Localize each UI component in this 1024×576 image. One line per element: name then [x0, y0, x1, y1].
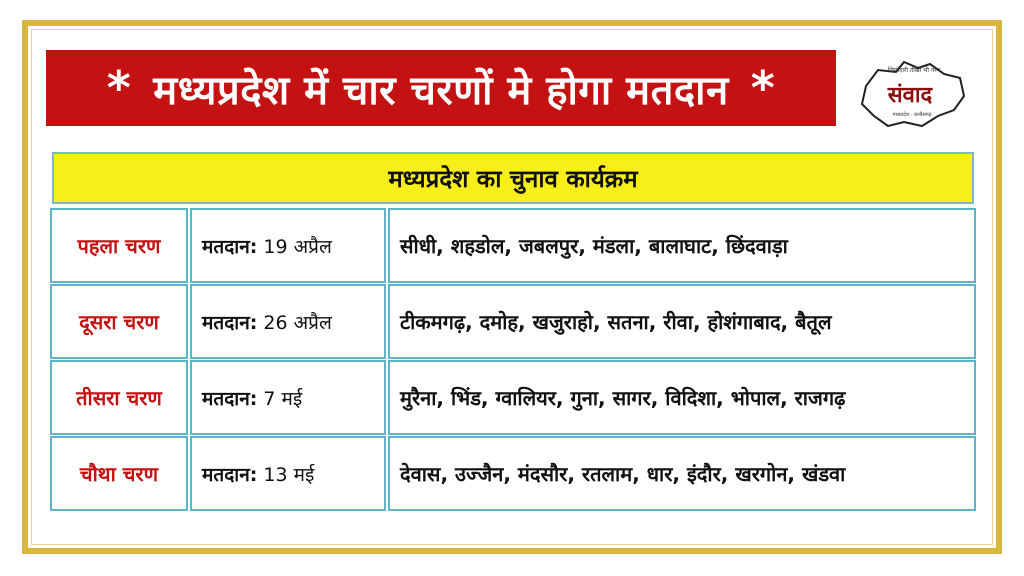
poll-date-value: 26 अप्रैल: [263, 311, 332, 334]
poll-date: [190, 436, 386, 511]
poll-date-value: 13 मई: [263, 463, 315, 486]
mp-map-logo-icon: [852, 56, 972, 132]
logo-text: संवाद: [887, 83, 933, 108]
poll-date: [190, 208, 386, 283]
poll-date-value: 19 अप्रैल: [263, 235, 332, 258]
constituency-list: टीकमगढ़, दमोह, खजुराहो, सतना, रीवा, होशंगाबाद, बैतूल: [388, 284, 976, 359]
logo-tagline-top: जिम्मेदारी तीखी भी नरम: [887, 67, 941, 74]
constituency-list: देवास, उज्जैन, मंदसौर, रतलाम, धार, इंदौर, खरगोन, खंडवा: [388, 436, 976, 511]
star-left: *: [106, 61, 132, 115]
table-row: [50, 436, 976, 511]
constituency-list: मुरैना, भिंड, ग्वालियर, गुना, सागर, विदिशा, भोपाल, राजगढ़: [388, 360, 976, 435]
page-title: मध्यप्रदेश में चार चरणों मे होगा मतदान: [153, 67, 729, 114]
phase-label: तीसरा चरण: [50, 360, 188, 435]
schedule-table: [50, 208, 976, 512]
title-banner: [46, 50, 836, 126]
table-row: [50, 284, 976, 359]
logo-tagline-bottom: मध्यप्रदेश · छत्तीसगढ़: [892, 112, 932, 118]
table-row: [50, 360, 976, 435]
schedule-heading: मध्यप्रदेश का चुनाव कार्यक्रम: [52, 152, 974, 204]
poll-date-key: मतदान:: [202, 235, 258, 258]
poll-date-value: 7 मई: [263, 387, 303, 410]
poll-date-key: मतदान:: [202, 463, 258, 486]
phase-label: चौथा चरण: [50, 436, 188, 511]
constituency-list: सीधी, शहडोल, जबलपुर, मंडला, बालाघाट, छिंदवाड़ा: [388, 208, 976, 283]
poll-date: [190, 284, 386, 359]
poll-date: [190, 360, 386, 435]
star-right: *: [750, 61, 776, 115]
phase-label: दूसरा चरण: [50, 284, 188, 359]
poll-date-key: मतदान:: [202, 387, 258, 410]
phase-label: पहला चरण: [50, 208, 188, 283]
poll-date-key: मतदान:: [202, 311, 258, 334]
samvad-logo: [852, 56, 972, 132]
table-row: [50, 208, 976, 283]
